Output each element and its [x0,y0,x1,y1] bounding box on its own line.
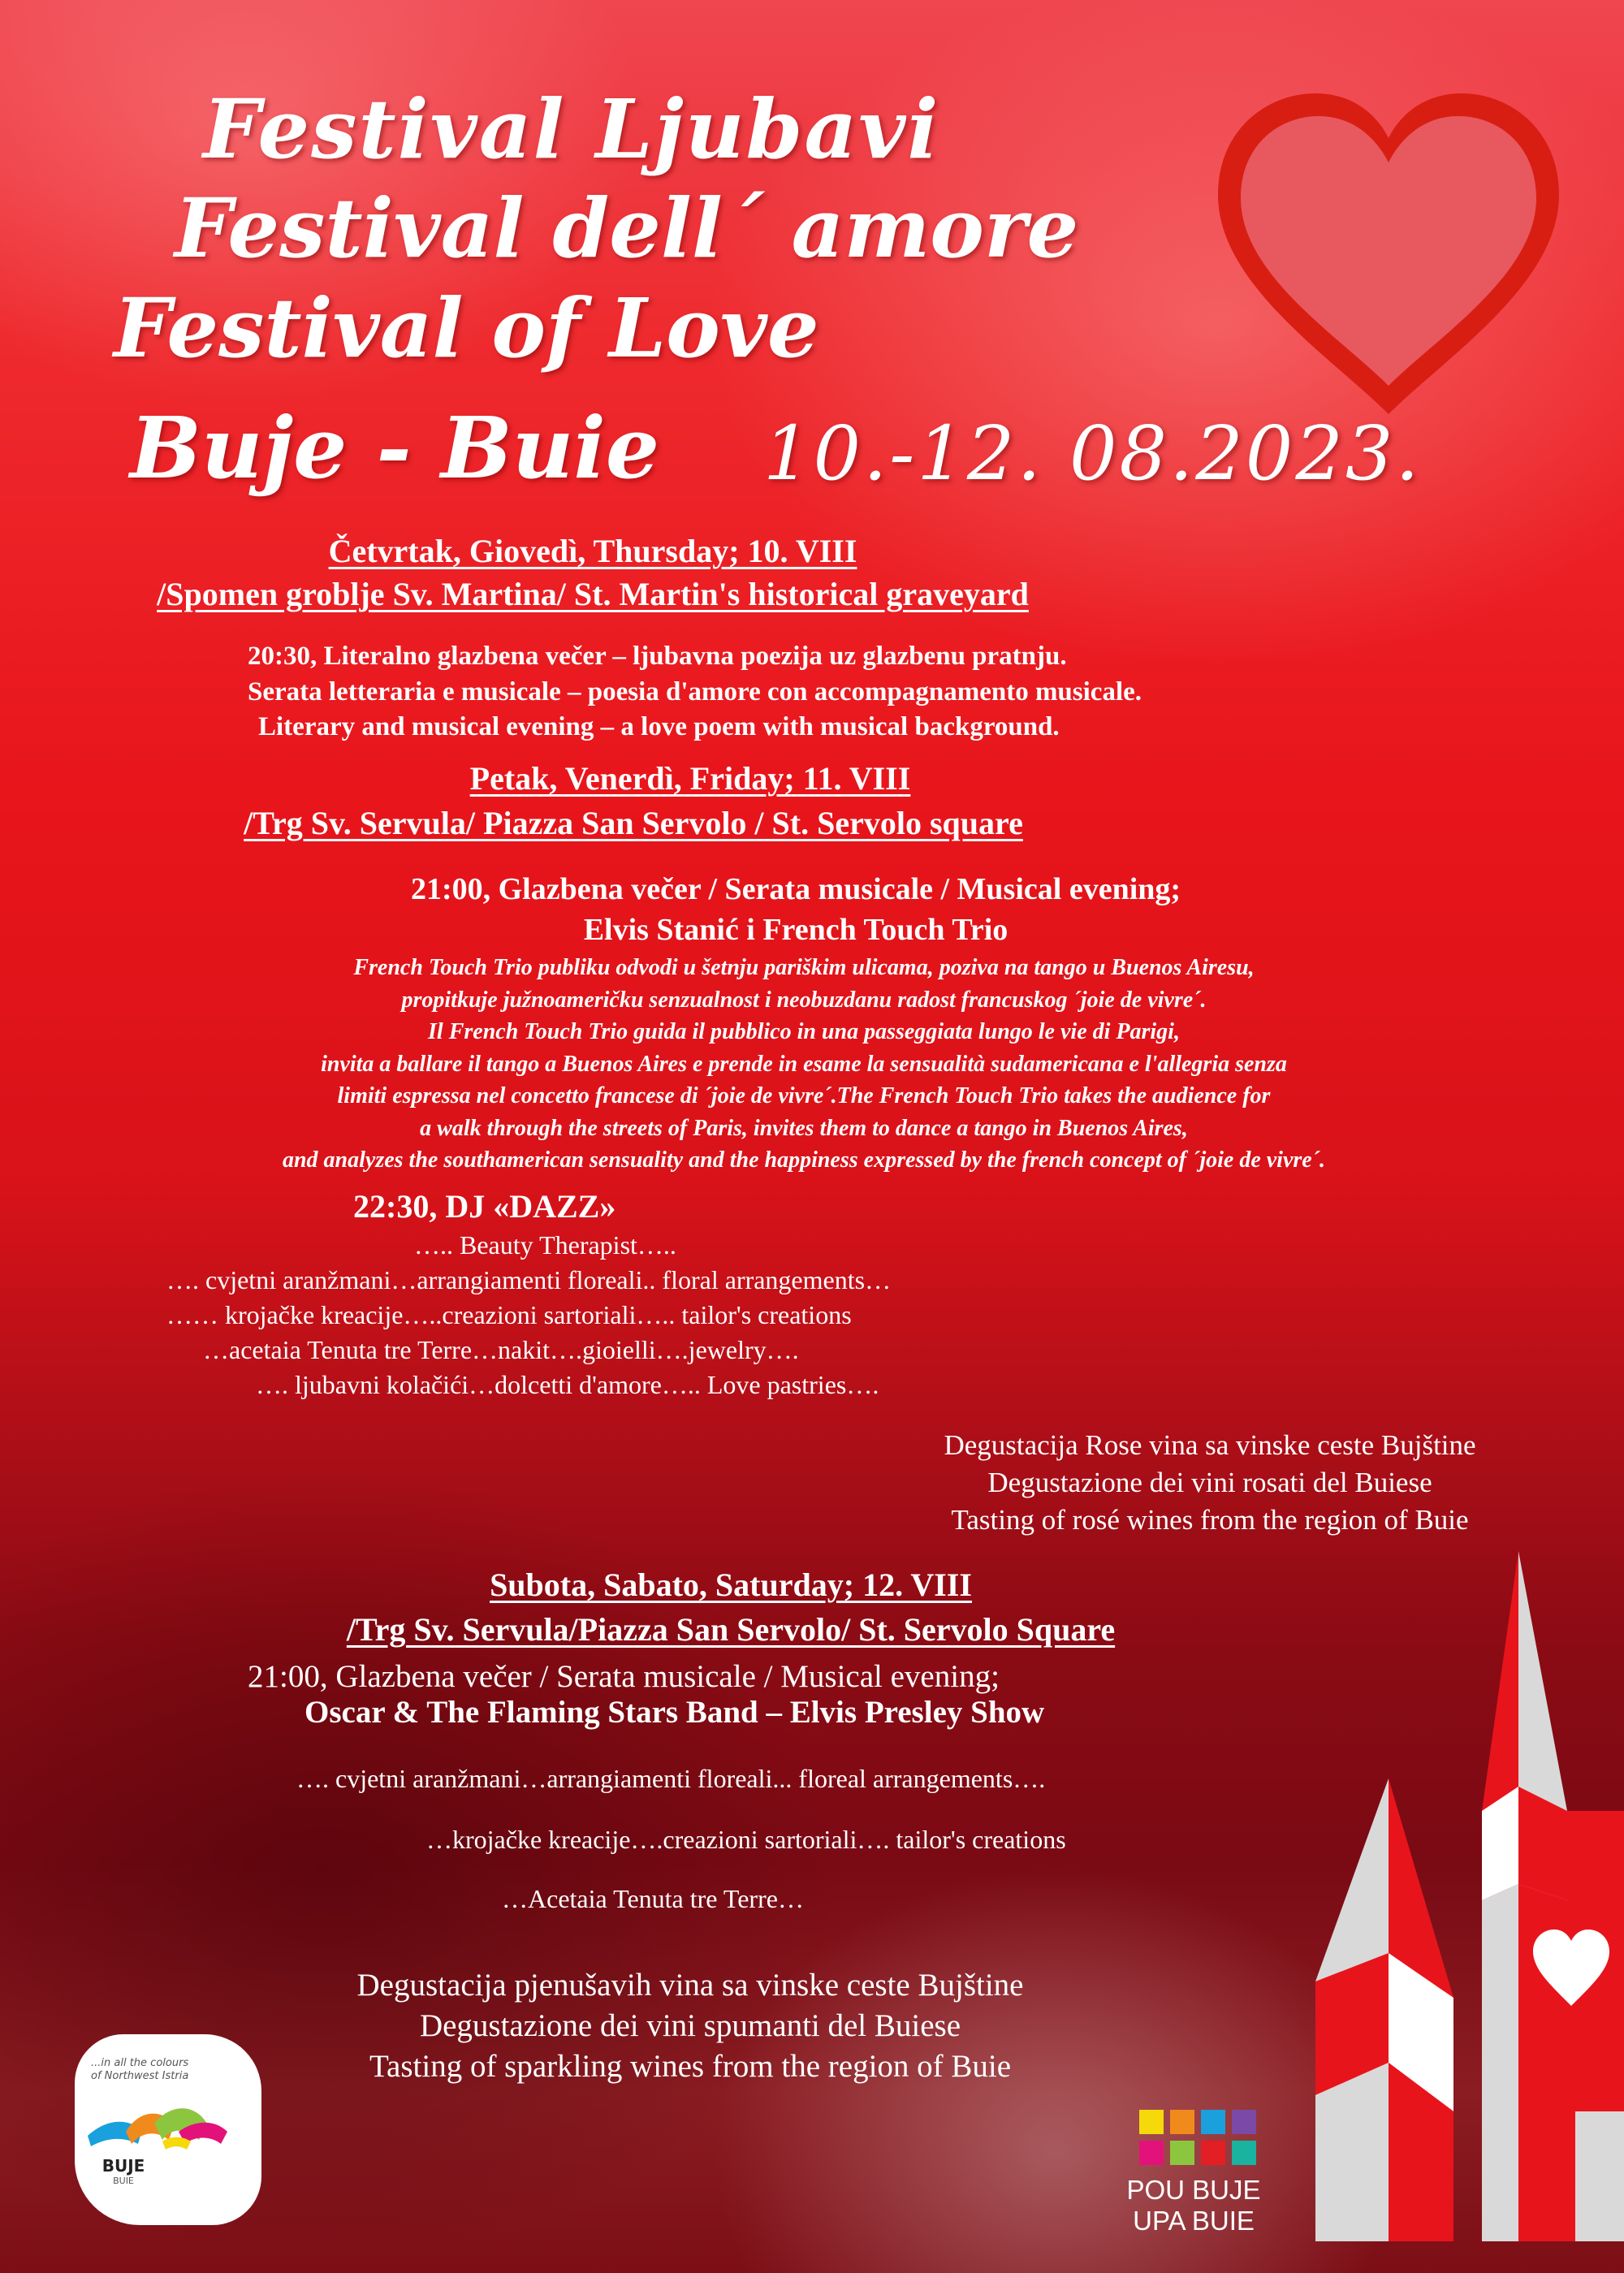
day2-heading: Petak, Venerdì, Friday; 11. VIII [469,760,911,797]
description-line: Il French Touch Trio guida il pubblico in una passeggiata lungo le vie di Parigi, [428,1019,1180,1044]
pou-color-square [1201,2110,1225,2134]
day2-dj: 22:30, DJ «DAZZ» [353,1188,616,1225]
description-line: and analyzes the southamerican sensuality and the happiness expressed by the french concept of ´joie de vivre´. [282,1147,1326,1173]
heart-icon [1210,89,1567,422]
day3-tasting [244,1965,1137,2087]
day1-venue: /Spomen groblje Sv. Martina/ St. Martin's historical graveyard [157,576,1029,612]
day2-performer: Elvis Stanić i French Touch Trio [583,913,1009,947]
festival-dates: 10.-12. 08.2023. [763,410,1422,497]
pou-color-square [1139,2141,1164,2165]
tasting-line: Degustacija pjenušavih vina sa vinske ceste Bujštine [356,1968,1024,2003]
pou-color-square [1170,2110,1194,2134]
tasting-line: Degustacija Rose vina sa vinske ceste Bujštine [944,1429,1476,1461]
title-croatian: Festival Ljubavi [203,81,940,177]
buje-logo [75,2034,261,2225]
pou-line-1: POU BUJE [1126,2175,1261,2205]
day2-extra-5: …. ljubavni kolačići…dolcetti d'amore….. Love pastries…. [256,1370,879,1399]
day3-event: 21:00, Glazbena večer / Serata musicale / Musical evening; [248,1659,1000,1694]
buje-sub: BUIE [113,2176,134,2186]
day2-extra-4: …acetaia Tenuta tre Terre…nakit….gioielli….jewelry…. [203,1335,799,1364]
pou-color-square [1232,2141,1256,2165]
pou-color-square [1170,2141,1194,2165]
buje-name: BUJE [102,2156,145,2176]
day2-extra-2: …. cvjetni aranžmani…arrangiamenti floreali.. floral arrangements… [166,1265,892,1294]
day1-line-1: 20:30, Literalno glazbena večer – ljubavna poezija uz glazbenu pratnju. [248,642,1067,671]
day3-performer: Oscar & The Flaming Stars Band – Elvis Presley Show [304,1695,1045,1730]
day2-extra-3: …… krojačke kreacije…..creazioni sartoriali….. tailor's creations [166,1300,852,1329]
pou-color-grid [1139,2110,1263,2167]
tagline-line: of Northwest Istria [91,2070,189,2082]
pou-color-square [1139,2110,1164,2134]
day2-venue: /Trg Sv. Servula/ Piazza San Servolo / St. Servolo square [244,805,1023,841]
day2-tasting [853,1427,1567,1539]
description-line: limiti espressa nel concetto francese di ´joie de vivre´.The French Touch Trio takes the audience for [337,1083,1271,1108]
day3-venue: /Trg Sv. Servula/Piazza San Servolo/ St. Servolo Square [346,1611,1116,1648]
description-line: a walk through the streets of Paris, invites them to dance a tango in Buenos Aires, [420,1115,1188,1141]
tasting-line: Tasting of rosé wines from the region of Buie [951,1504,1469,1536]
day2-description [0,952,1608,1177]
buje-tagline [91,2057,253,2083]
title-english: Festival of Love [114,280,819,376]
pou-color-square [1232,2110,1256,2134]
tagline-line: ...in all the colours [91,2057,189,2069]
tasting-line: Tasting of sparkling wines from the region of Buie [369,2049,1012,2084]
pou-color-square [1201,2141,1225,2165]
buje-emblem-icon [81,2099,252,2156]
tasting-line: Degustazione dei vini spumanti del Buiese [419,2008,961,2043]
description-line: French Touch Trio publiku odvodi u šetnju pariškim ulicama, poziva na tango u Buenos Airesu, [353,955,1255,980]
day3-extra-3: …Acetaia Tenuta tre Terre… [502,1884,804,1913]
day3-extra-2: …krojačke kreacije….creazioni sartoriali…. tailor's creations [426,1825,1066,1854]
day3-extra-1: …. cvjetni aranžmani…arrangiamenti floreali... floreal arrangements…. [296,1764,1046,1793]
description-line: propitkuje južnoameričku senzualnost i neobuzdanu radost francuskog ´joie de vivre´. [401,987,1207,1013]
pou-line-2: UPA BUIE [1133,2206,1255,2236]
day1-heading: Četvrtak, Giovedì, Thursday; 10. VIII [328,533,857,569]
day3-heading: Subota, Sabato, Saturday; 12. VIII [490,1566,972,1603]
day2-event: 21:00, Glazbena večer / Serata musicale / Musical evening; [410,872,1181,906]
pou-buje-logo [1108,2110,1279,2240]
day2-extra-1: ….. Beauty Therapist….. [414,1230,676,1260]
place-name: Buje - Buie [130,398,660,498]
tasting-line: Degustazione dei vini rosati del Buiese [987,1467,1432,1498]
description-line: invita a ballare il tango a Buenos Aires e prende in esame la sensualità sudamericana e l'allegria senza [321,1051,1287,1077]
day1-line-2: Serata letteraria e musicale – poesia d'amore con accompagnamento musicale. [248,677,1142,707]
title-italian: Festival dell´ amore [175,180,1079,276]
day1-line-3: Literary and musical evening – a love poem with musical background. [258,712,1060,741]
